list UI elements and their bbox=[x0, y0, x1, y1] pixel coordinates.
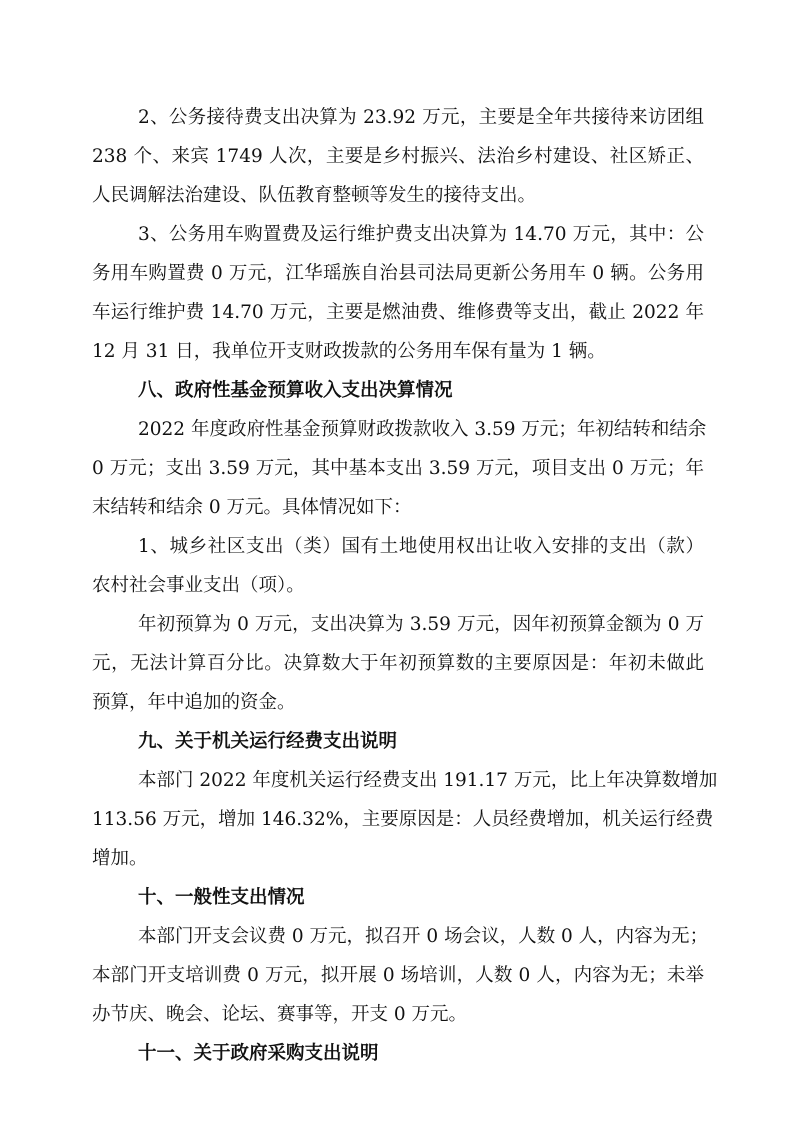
paragraph-line: 本部门 2022 年度机关运行经费支出 191.17 万元，比上年决算数增加 bbox=[138, 770, 718, 791]
paragraph-line: 1、城乡社区支出（类）国有土地使用权出让收入安排的支出（款） bbox=[138, 536, 704, 557]
paragraph-line: 预算，年中追加的资金。 bbox=[92, 692, 296, 713]
paragraph-line: 113.56 万元，增加 146.32%，主要原因是：人员经费增加，机关运行经费 bbox=[92, 809, 714, 830]
paragraph-line: 车运行维护费 14.70 万元，主要是燃油费、维修费等支出，截止 2022 年 bbox=[92, 302, 704, 323]
paragraph-line: 2022 年度政府性基金预算财政拨款收入 3.59 万元；年初结转和结余 bbox=[138, 419, 707, 440]
paragraph-line: 12 月 31 日，我单位开支财政拨款的公务用车保有量为 1 辆。 bbox=[92, 341, 606, 362]
paragraph-line: 增加。 bbox=[92, 848, 148, 869]
paragraph-line: 本部门开支会议费 0 万元，拟召开 0 场会议，人数 0 人，内容为无； bbox=[138, 926, 709, 947]
paragraph-line: 0 万元；支出 3.59 万元，其中基本支出 3.59 万元，项目支出 0 万元；年 bbox=[92, 458, 704, 479]
section-heading: 八、政府性基金预算收入支出决算情况 bbox=[138, 380, 453, 401]
paragraph-line: 人民调解法治建设、队伍教育整顿等发生的接待支出。 bbox=[92, 185, 537, 206]
paragraph-line: 年初预算为 0 万元，支出决算为 3.59 万元，因年初预算金额为 0 万 bbox=[138, 614, 704, 635]
paragraph-line: 元，无法计算百分比。决算数大于年初预算数的主要原因是：年初未做此 bbox=[92, 653, 704, 674]
paragraph-line: 本部门开支培训费 0 万元，拟开展 0 场培训，人数 0 人，内容为无；未举 bbox=[92, 965, 704, 986]
paragraph-line: 末结转和结余 0 万元。具体情况如下： bbox=[92, 497, 412, 518]
section-heading: 十、一般性支出情况 bbox=[138, 887, 305, 908]
section-heading: 九、关于机关运行经费支出说明 bbox=[138, 731, 398, 752]
paragraph-line: 238 个、来宾 1749 人次，主要是乡村振兴、法治乡村建设、社区矫正、 bbox=[92, 146, 704, 167]
paragraph-line: 3、公务用车购置费及运行维护费支出决算为 14.70 万元，其中：公 bbox=[138, 224, 704, 245]
section-heading: 十一、关于政府采购支出说明 bbox=[138, 1043, 379, 1064]
paragraph-line: 务用车购置费 0 万元，江华瑶族自治县司法局更新公务用车 0 辆。公务用 bbox=[92, 263, 704, 284]
paragraph-line: 2、公务接待费支出决算为 23.92 万元，主要是全年共接待来访团组 bbox=[138, 107, 704, 128]
paragraph-line: 农村社会事业支出（项）。 bbox=[92, 575, 305, 596]
paragraph-line: 办节庆、晚会、论坛、赛事等，开支 0 万元。 bbox=[92, 1004, 468, 1025]
